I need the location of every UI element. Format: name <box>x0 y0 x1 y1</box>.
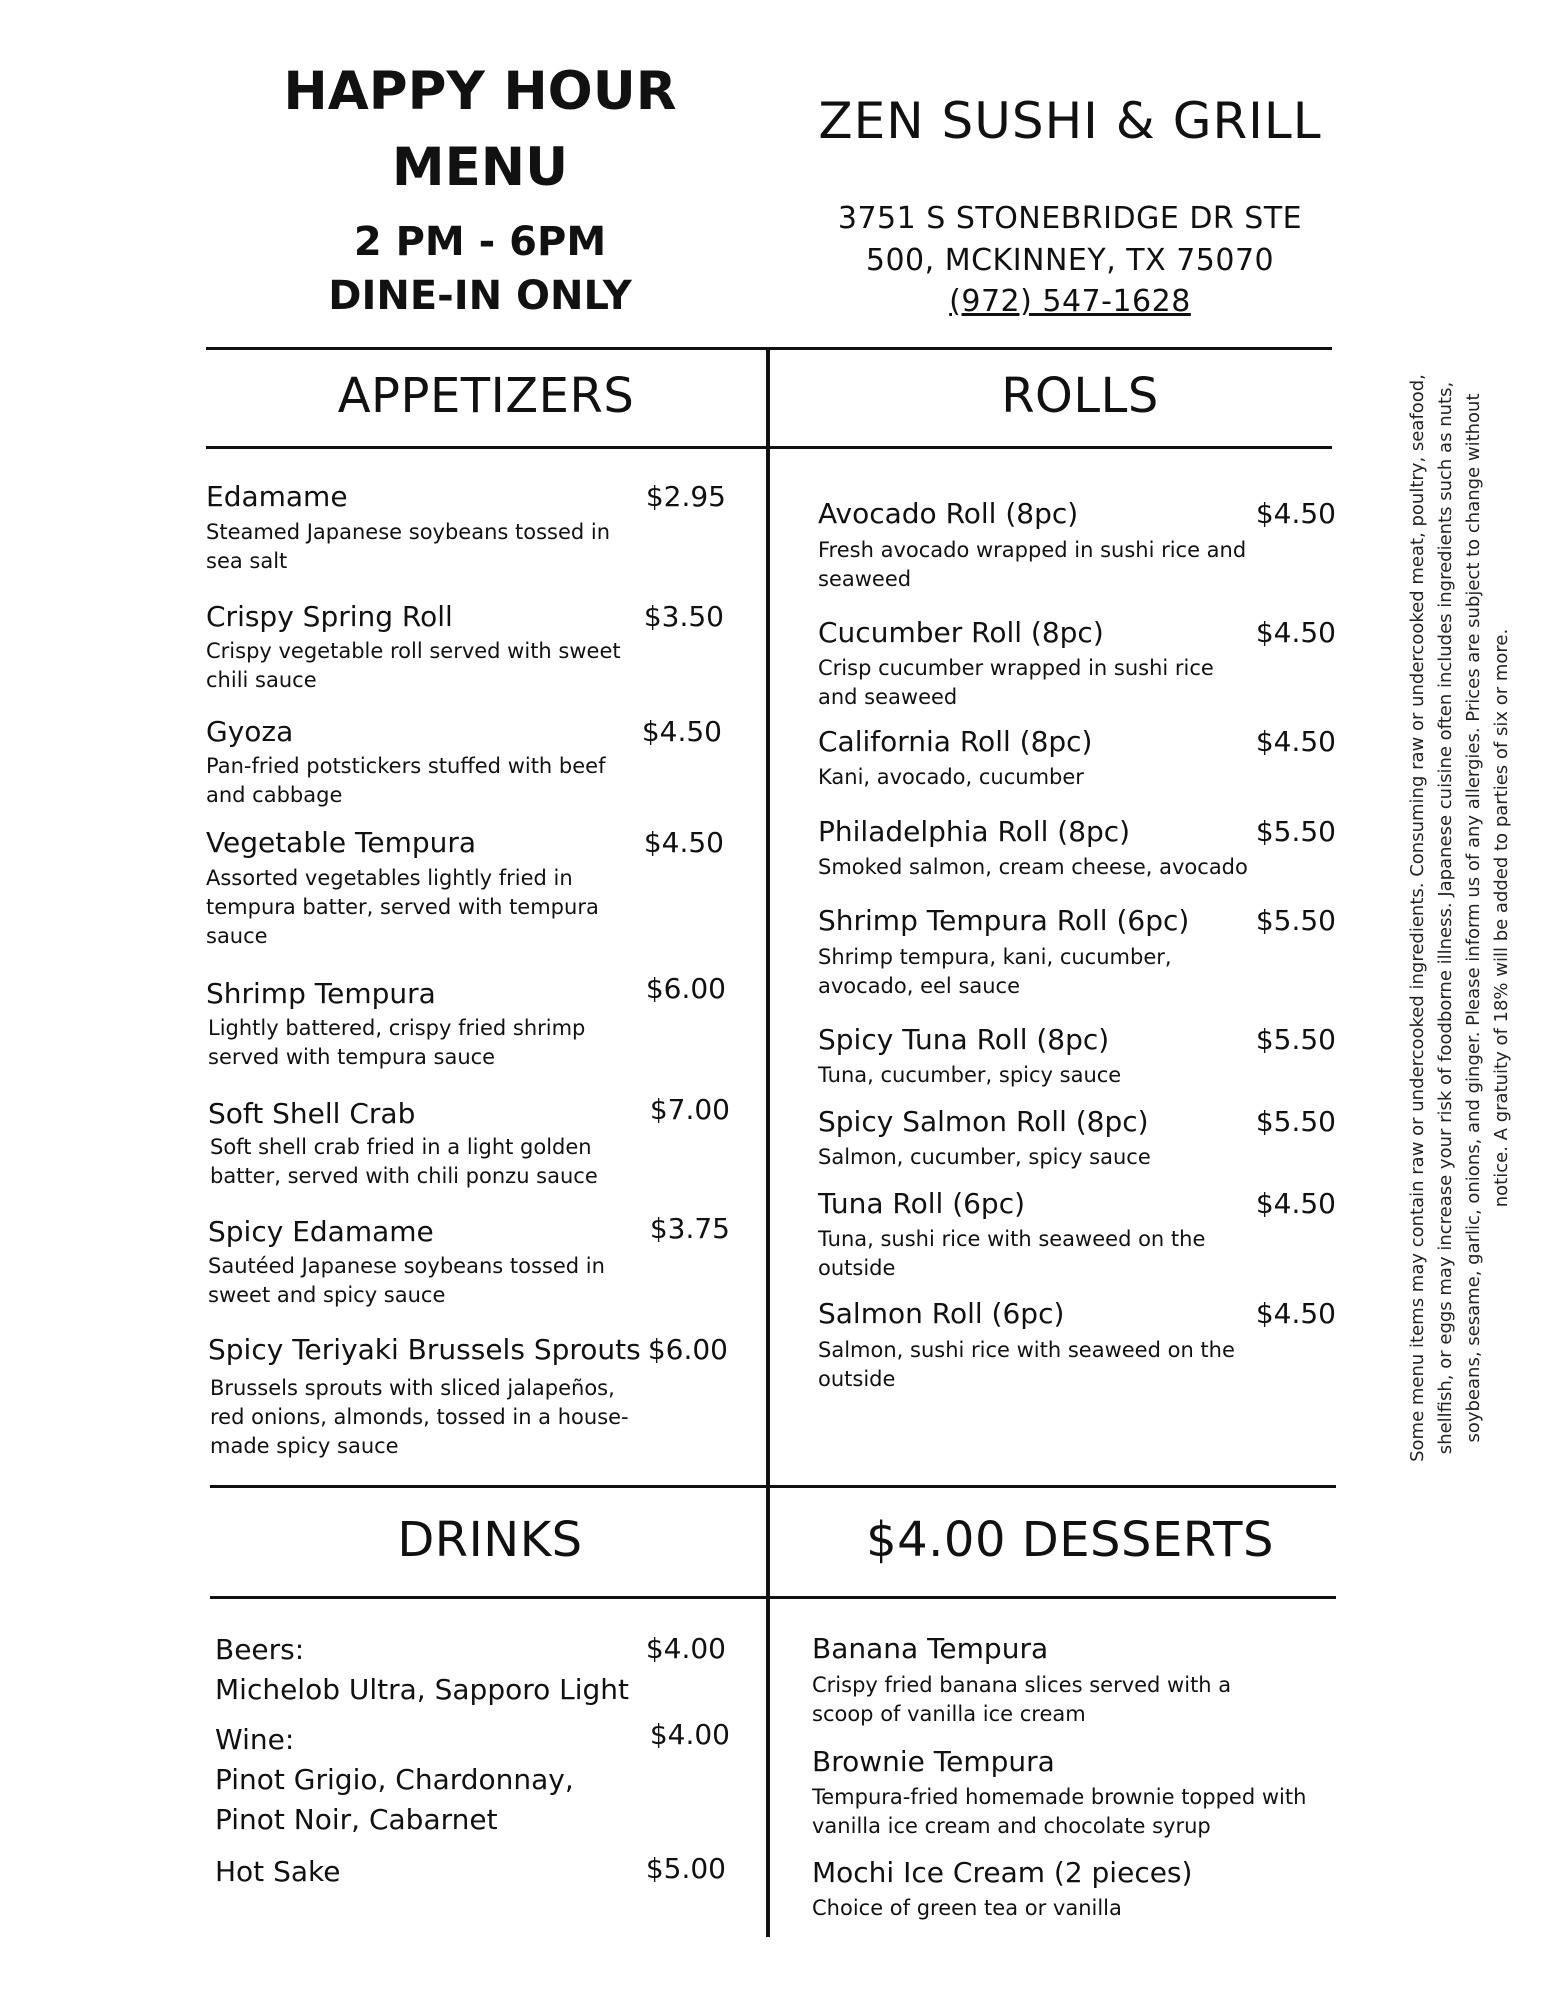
dine-in-label: DINE-IN ONLY <box>328 273 632 319</box>
appetizer-desc: Pan-fried potstickers stuffed with beef and cabbage <box>206 754 606 807</box>
appetizer-name: Spicy Teriyaki Brussels Sprouts <box>208 1333 641 1366</box>
drink-detail: Pinot Grigio, Chardonnay, <box>215 1763 574 1796</box>
column-divider <box>766 347 770 1937</box>
restaurant-name: ZEN SUSHI & GRILL <box>818 92 1322 150</box>
appetizer-desc: Assorted vegetables lightly fried in tempura batter, served with tempura sauce <box>206 866 599 948</box>
drink-price: $5.00 <box>645 1852 726 1885</box>
roll-desc: Salmon, sushi rice with seaweed on the outside <box>818 1338 1235 1391</box>
lower-section-rule <box>210 1485 1336 1488</box>
disclaimer-container <box>1400 368 1520 1468</box>
rolls-heading: ROLLS <box>1001 368 1159 424</box>
appetizer-name: Vegetable Tempura <box>206 826 477 859</box>
appetizer-price: $7.00 <box>649 1093 730 1126</box>
appetizer-desc: Lightly battered, crispy fried shrimp served with tempura sauce <box>208 1016 586 1069</box>
appetizer-name: Crispy Spring Roll <box>206 600 453 633</box>
lower-section-title-rule <box>210 1596 1336 1599</box>
roll-desc: Fresh avocado wrapped in sushi rice and seaweed <box>818 538 1247 591</box>
dessert-desc: Choice of green tea or vanilla <box>812 1896 1122 1920</box>
roll-name: Shrimp Tempura Roll (6pc) <box>818 904 1190 937</box>
appetizer-desc: Steamed Japanese soybeans tossed in sea salt <box>206 520 611 573</box>
drink-detail: Pinot Noir, Cabarnet <box>215 1803 498 1836</box>
roll-name: California Roll (8pc) <box>818 725 1093 758</box>
roll-name: Avocado Roll (8pc) <box>818 497 1079 530</box>
appetizer-price: $6.00 <box>647 1333 728 1366</box>
drink-price: $4.00 <box>645 1632 726 1665</box>
menu-title-line1: HAPPY HOUR <box>283 61 677 122</box>
roll-name: Tuna Roll (6pc) <box>818 1187 1026 1220</box>
roll-price: $4.50 <box>1255 1297 1336 1330</box>
dessert-name: Mochi Ice Cream (2 pieces) <box>812 1856 1193 1889</box>
drink-label: Wine: <box>215 1723 295 1756</box>
address-line2: 500, MCKINNEY, TX 75070 <box>865 243 1275 278</box>
roll-price: $4.50 <box>1255 497 1336 530</box>
appetizer-price: $6.00 <box>645 972 726 1005</box>
appetizer-name: Edamame <box>206 480 348 513</box>
appetizer-desc: Sautéed Japanese soybeans tossed in sweet and spicy sauce <box>208 1254 605 1307</box>
hours-label: 2 PM - 6PM <box>353 219 607 265</box>
roll-price: $5.50 <box>1255 1023 1336 1056</box>
roll-price: $4.50 <box>1255 725 1336 758</box>
address-line1: 3751 S STONEBRIDGE DR STE <box>837 201 1303 236</box>
appetizer-name: Shrimp Tempura <box>206 977 436 1010</box>
roll-name: Cucumber Roll (8pc) <box>818 616 1104 649</box>
roll-name: Salmon Roll (6pc) <box>818 1297 1065 1330</box>
dessert-name: Brownie Tempura <box>812 1745 1055 1778</box>
appetizer-desc: Crispy vegetable roll served with sweet chili sauce <box>206 639 621 692</box>
roll-desc: Shrimp tempura, kani, cucumber, avocado, eel sauce <box>818 945 1172 998</box>
roll-desc: Tuna, cucumber, spicy sauce <box>818 1063 1122 1087</box>
appetizer-price: $3.75 <box>649 1212 730 1245</box>
roll-desc: Salmon, cucumber, spicy sauce <box>818 1145 1151 1169</box>
dessert-name: Banana Tempura <box>812 1632 1049 1665</box>
allergy-disclaimer: Some menu items may contain raw or undercooked ingredients. Consuming raw or undercooked meat, poultry, seafood, shellfish, or eggs may increase your risk of foodborne illness. Japanese cuisine often includes ingredients such as nuts, soybeans, sesame, garlic, onions, and ginger. Please inform us of any allergies. Prices are subject to change without notice. A gratuity of 18% will be added to parties of six or more. <box>1407 374 1512 1462</box>
roll-price: $5.50 <box>1255 815 1336 848</box>
drinks-heading: DRINKS <box>397 1512 583 1568</box>
appetizer-price: $4.50 <box>641 715 722 748</box>
roll-price: $5.50 <box>1255 904 1336 937</box>
menu-title-line2: MENU <box>391 137 569 198</box>
roll-desc: Crisp cucumber wrapped in sushi rice and seaweed <box>818 656 1214 709</box>
roll-desc: Kani, avocado, cucumber <box>818 765 1084 789</box>
appetizer-price: $4.50 <box>643 826 724 859</box>
roll-price: $4.50 <box>1255 616 1336 649</box>
appetizer-name: Soft Shell Crab <box>208 1097 416 1130</box>
roll-desc: Smoked salmon, cream cheese, avocado <box>818 855 1248 879</box>
drink-label: Beers: <box>215 1633 305 1666</box>
roll-desc: Tuna, sushi rice with seaweed on the outside <box>818 1227 1206 1280</box>
appetizer-desc: Brussels sprouts with sliced jalapeños, red onions, almonds, tossed in a house-made spicy sauce <box>210 1376 629 1458</box>
appetizer-price: $2.95 <box>645 480 726 513</box>
drink-detail: Michelob Ultra, Sapporo Light <box>215 1673 630 1706</box>
appetizer-name: Spicy Edamame <box>208 1215 434 1248</box>
phone-link[interactable]: (972) 547-1628 <box>949 284 1191 319</box>
appetizers-heading: APPETIZERS <box>337 368 635 424</box>
dessert-desc: Tempura-fried homemade brownie topped with vanilla ice cream and chocolate syrup <box>812 1785 1307 1838</box>
appetizer-desc: Soft shell crab fried in a light golden batter, served with chili ponzu sauce <box>210 1135 598 1188</box>
roll-name: Philadelphia Roll (8pc) <box>818 815 1131 848</box>
roll-name: Spicy Salmon Roll (8pc) <box>818 1105 1149 1138</box>
appetizer-price: $3.50 <box>643 600 724 633</box>
appetizer-name: Gyoza <box>206 715 294 748</box>
desserts-heading: $4.00 DESSERTS <box>866 1512 1274 1568</box>
dessert-desc: Crispy fried banana slices served with a scoop of vanilla ice cream <box>812 1673 1232 1726</box>
roll-price: $4.50 <box>1255 1187 1336 1220</box>
drink-label: Hot Sake <box>215 1855 341 1888</box>
roll-price: $5.50 <box>1255 1105 1336 1138</box>
drink-price: $4.00 <box>649 1718 730 1751</box>
roll-name: Spicy Tuna Roll (8pc) <box>818 1023 1110 1056</box>
